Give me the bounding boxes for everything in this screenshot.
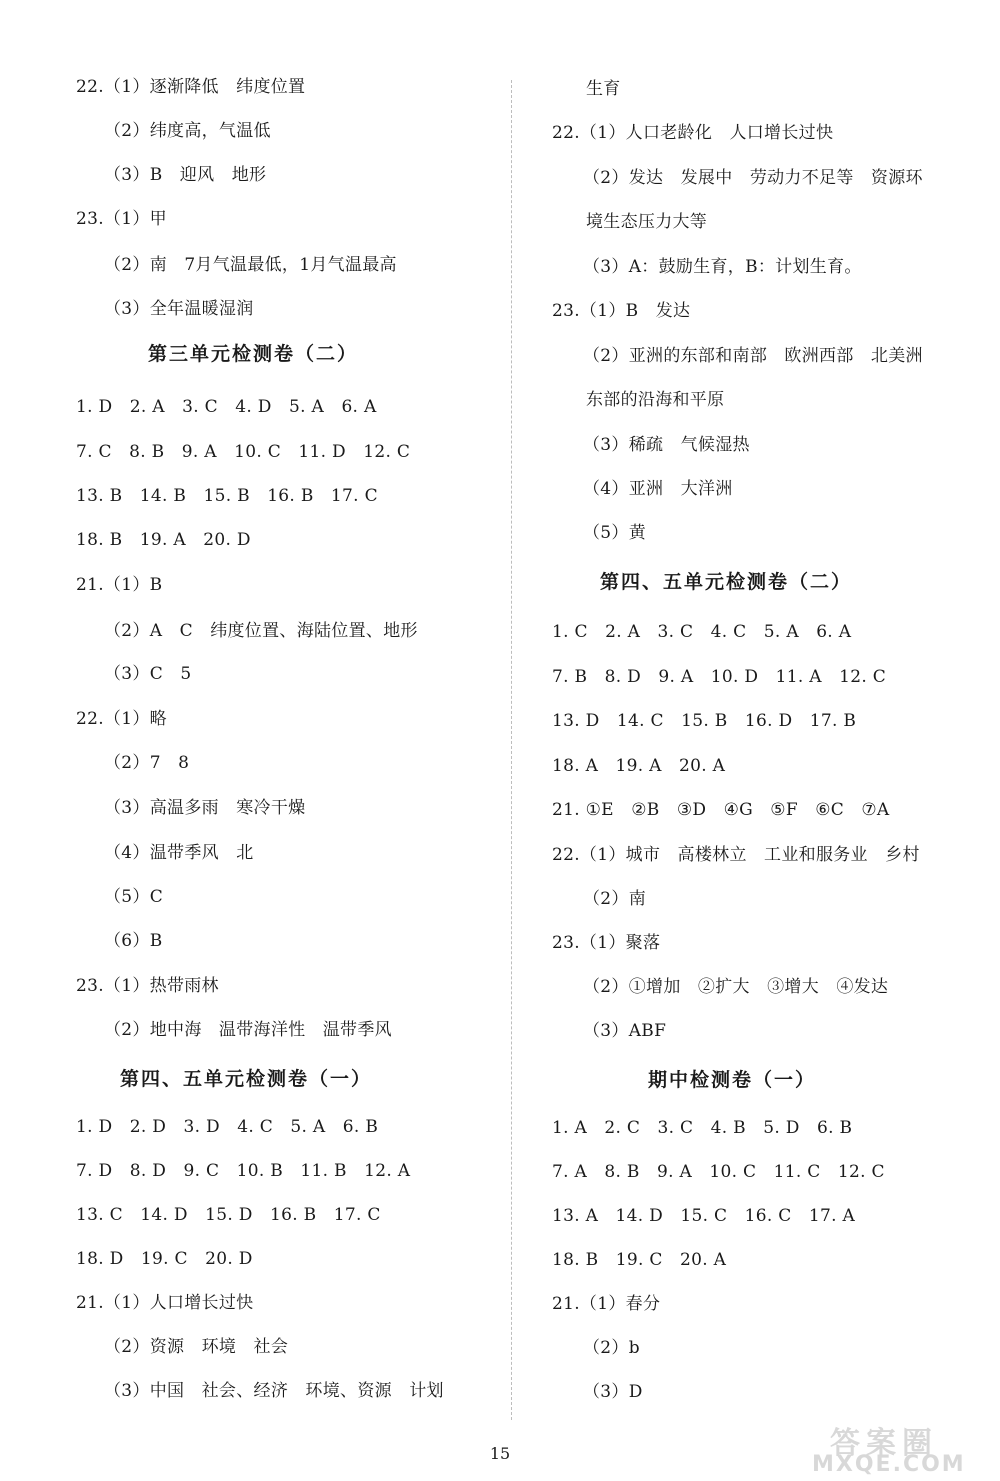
answer-line: 23.（1）热带雨林 [76,976,219,996]
answer-line: （2）南 7月气温最低，1月气温最高 [104,255,397,275]
answer-line: 1. D 2. A 3. C 4. D 5. A 6. A [76,397,377,417]
answer-line: 生育 [586,79,621,99]
answer-line: 18. B 19. C 20. A [552,1250,727,1270]
answer-line: 21.（1）春分 [552,1294,661,1314]
answer-line: （2）纬度高，气温低 [104,121,271,141]
answer-line: （6）B [104,931,163,951]
answer-line: 1. D 2. D 3. D 4. C 5. A 6. B [76,1117,379,1137]
watermark-bottom-text: MXQE.COM [812,1452,966,1477]
answer-line: （4）亚洲 大洋洲 [583,479,733,499]
answer-line: （2）A C 纬度位置、海陆位置、地形 [104,621,418,641]
answer-line: 18. A 19. A 20. A [552,756,726,776]
answer-line: （2）亚洲的东部和南部 欧洲西部 北美洲 [583,346,923,366]
answer-line: 7. A 8. B 9. A 10. C 11. C 12. C [552,1162,885,1182]
answer-line: 13. D 14. C 15. B 16. D 17. B [552,711,857,731]
answer-line: （2）7 8 [104,753,190,773]
section-heading: 期中检测卷（一） [648,1069,817,1091]
answer-line: 23.（1）B 发达 [552,301,691,321]
answer-line: （2）资源 环境 社会 [104,1337,289,1357]
answer-line: （3）稀疏 气候湿热 [583,435,750,455]
answer-line: 13. A 14. D 15. C 16. C 17. A [552,1206,856,1226]
answer-line: （5）黄 [583,523,647,543]
answer-line: 7. D 8. D 9. C 10. B 11. B 12. A [76,1161,411,1181]
answer-line: （3）D [583,1382,643,1402]
answer-line: 13. B 14. B 15. B 16. B 17. C [76,486,378,506]
answer-line: 21.（1）人口增长过快 [76,1293,254,1313]
answer-line: 1. A 2. C 3. C 4. B 5. D 6. B [552,1118,853,1138]
answer-line: （3）高温多雨 寒冷干燥 [104,798,306,818]
answer-line: 7. B 8. D 9. A 10. D 11. A 12. C [552,667,887,687]
column-divider [511,80,512,1420]
answer-line: （3）A：鼓励生育，B：计划生育。 [583,257,862,277]
answer-line: （3）全年温暖湿润 [104,299,254,319]
answer-line: （4）温带季风 北 [104,843,254,863]
answer-line: 18. B 19. A 20. D [76,530,251,550]
answer-line: （5）C [104,887,164,907]
answer-line: （3）B 迎风 地形 [104,165,267,185]
answer-line: 22.（1）人口老龄化 人口增长过快 [552,123,834,143]
answer-line: 东部的沿海和平原 [586,390,725,410]
answer-line: （2）南 [583,889,647,909]
section-heading: 第三单元检测卷（二） [148,343,359,365]
answer-line: （3）ABF [583,1021,667,1041]
answer-line: （3）C 5 [104,664,192,684]
answer-line: （2）b [583,1338,640,1358]
answer-line: 7. C 8. B 9. A 10. C 11. D 12. C [76,442,411,462]
answer-line: 22.（1）城市 高楼林立 工业和服务业 乡村 [552,845,920,865]
page-number: 15 [489,1444,511,1463]
answer-line: 1. C 2. A 3. C 4. C 5. A 6. A [552,622,852,642]
answer-line: 22.（1）逐渐降低 纬度位置 [76,77,306,97]
section-heading: 第四、五单元检测卷（二） [600,571,853,593]
answer-line: （2）地中海 温带海洋性 温带季风 [104,1020,392,1040]
section-heading: 第四、五单元检测卷（一） [120,1068,373,1090]
answer-line: （2）发达 发展中 劳动力不足等 资源环 [583,168,923,188]
watermark-logo [812,1418,997,1478]
answer-line: （2）①增加 ②扩大 ③增大 ④发达 [583,977,889,997]
answer-line: 境生态压力大等 [586,212,708,232]
answer-line: 18. D 19. C 20. D [76,1249,253,1269]
watermark-top-text: 答案圈 [830,1426,938,1461]
answer-line: 22.（1）略 [76,709,167,729]
answer-line: 13. C 14. D 15. D 16. B 17. C [76,1205,381,1225]
answer-line: 21. ①E ②B ③D ④G ⑤F ⑥C ⑦A [552,800,890,820]
answer-line: 23.（1）甲 [76,209,167,229]
answer-line: （3）中国 社会、经济 环境、资源 计划 [104,1381,444,1401]
answer-line: 21.（1）B [76,575,163,595]
answer-line: 23.（1）聚落 [552,933,661,953]
